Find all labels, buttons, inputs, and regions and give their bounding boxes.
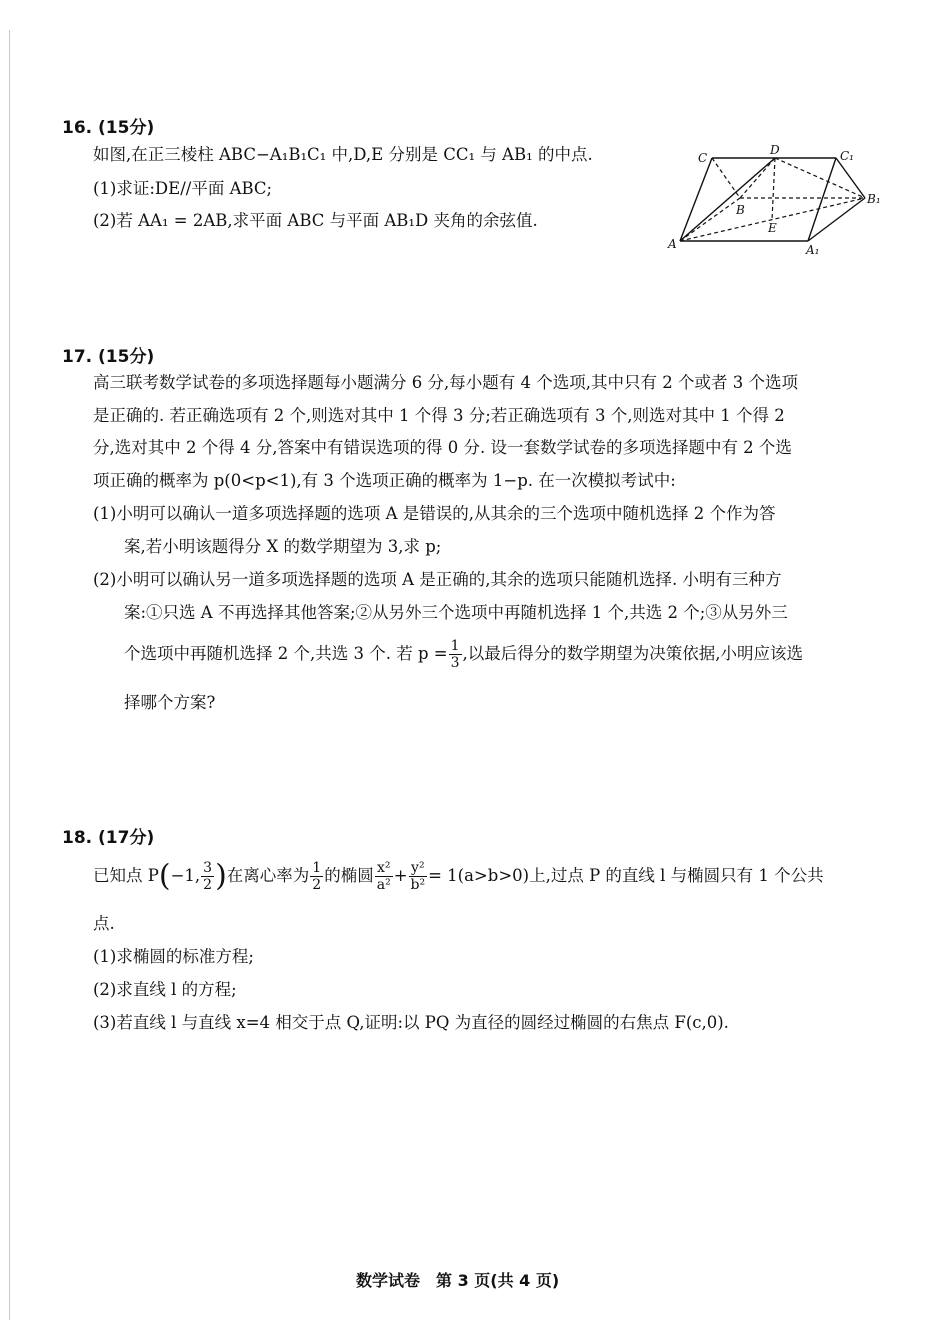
page-margin-line (9, 30, 10, 1320)
q18-b-den: b² (410, 877, 426, 894)
label-C: C (698, 151, 708, 165)
q18-intro-d: = 1(a>b>0)上,过点 P 的直线 l 与椭圆只有 1 个公共 (428, 866, 824, 886)
q17-line: 分,选对其中 2 个得 4 分,答案中有错误选项的得 0 分. 设一套数学试卷的多项选择题中有 2 个选 (93, 438, 792, 457)
q17-part1-line2: 案,若小明该题得分 X 的数学期望为 3,求 p; (124, 537, 442, 556)
label-C1: C₁ (840, 149, 854, 163)
label-E: E (768, 221, 777, 235)
q18-intro-b: 在离心率为 (226, 866, 310, 886)
q17-header: 17. (15分) (62, 347, 155, 367)
q17-part2-line4: 择哪个方案? (124, 693, 216, 712)
q18-p-y-fraction (201, 860, 214, 893)
q17-line: 项正确的概率为 p(0<p<1),有 3 个选项正确的概率为 1−p. 在一次模拟考试中: (93, 471, 676, 490)
q18-a-den: a² (376, 877, 391, 894)
q17-line: 是正确的. 若正确选项有 2 个,则选对其中 1 个得 3 分;若正确选项有 3 个,则选对其中 1 个得 2 (93, 406, 785, 425)
q18-x-fraction (375, 860, 393, 893)
q18-e-num: 1 (312, 860, 322, 876)
q16-intro: 如图,在正三棱柱 ABC−A₁B₁C₁ 中,D,E 分别是 CC₁ 与 AB₁ 的中点. (93, 145, 593, 164)
q17-p-fraction (449, 638, 462, 671)
q18-y-fraction (409, 860, 428, 893)
q17-part2-line3-b: ,以最后得分的数学期望为决策依据,小明应该选 (462, 644, 804, 664)
page-footer: 数学试卷 第 3 页(共 4 页) (356, 1271, 560, 1290)
q17-p-num: 1 (450, 638, 460, 654)
q18-y-num: y² (409, 860, 428, 877)
q18-header: 18. (17分) (62, 828, 155, 848)
q18-intro-c: 的椭圆 (324, 866, 374, 886)
q17-part2-line2: 案:①只选 A 不再选择其他答案;②从另外三个选项中再随机选择 1 个,共选 2 个;③从另外三 (124, 603, 788, 622)
q18-paren-close: ) (215, 858, 227, 894)
q17-line: 高三联考数学试卷的多项选择题每小题满分 6 分,每小题有 4 个选项,其中只有 2 个或者 3 个选项 (93, 373, 798, 392)
label-A1: A₁ (806, 243, 820, 257)
q17-part2-line3 (124, 638, 803, 671)
q17-part2-line3-a: 个选项中再随机选择 2 个,共选 3 个. 若 p = (124, 644, 448, 664)
q18-intro (93, 860, 824, 893)
q18-part1: (1)求椭圆的标准方程; (93, 947, 254, 966)
q18-part2: (2)求直线 l 的方程; (93, 980, 237, 999)
q18-part3: (3)若直线 l 与直线 x=4 相交于点 Q,证明:以 PQ 为直径的圆经过椭圆的右焦点 F(c,0). (93, 1013, 729, 1032)
label-A: A (668, 237, 677, 251)
q17-part2-line1: (2)小明可以确认另一道多项选择题的选项 A 是正确的,其余的选项只能随机选择. 小明有三种方 (93, 570, 782, 589)
q16-part2: (2)若 AA₁ = 2AB,求平面 ABC 与平面 AB₁D 夹角的余弦值. (93, 211, 538, 230)
q18-intro-a: 已知点 P (93, 866, 159, 886)
q18-e-den: 2 (312, 877, 322, 894)
q17-part1-line1: (1)小明可以确认一道多项选择题的选项 A 是错误的,从其余的三个选项中随机选择 2 个作为答 (93, 504, 776, 523)
edge-D-E (772, 158, 775, 220)
q18-e-fraction (310, 860, 323, 893)
q18-plus: + (393, 866, 408, 886)
edge-C1-A1 (808, 158, 836, 241)
q18-intro-line2: 点. (93, 914, 115, 933)
q18-paren-open: ( (158, 858, 171, 894)
edge-C1-B1 (836, 158, 865, 198)
q16-header: 16. (15分) (62, 118, 155, 138)
q18-x-num: x² (375, 860, 393, 877)
edge-A1-B1 (808, 198, 865, 241)
edge-C-A (680, 158, 712, 241)
q16-part1: (1)求证:DE//平面 ABC; (93, 179, 273, 198)
q18-p-x: −1, (170, 866, 201, 886)
label-B1: B₁ (867, 192, 881, 206)
q17-p-den: 3 (450, 655, 460, 672)
label-D: D (770, 143, 780, 157)
q18-p-y-den: 2 (203, 877, 213, 894)
edge-B-D (740, 158, 775, 198)
q16-prism-figure (660, 138, 890, 258)
q18-p-y-num: 3 (203, 860, 213, 876)
label-B: B (736, 203, 745, 217)
edge-A-D (680, 158, 775, 241)
edge-D-B1 (775, 158, 865, 198)
